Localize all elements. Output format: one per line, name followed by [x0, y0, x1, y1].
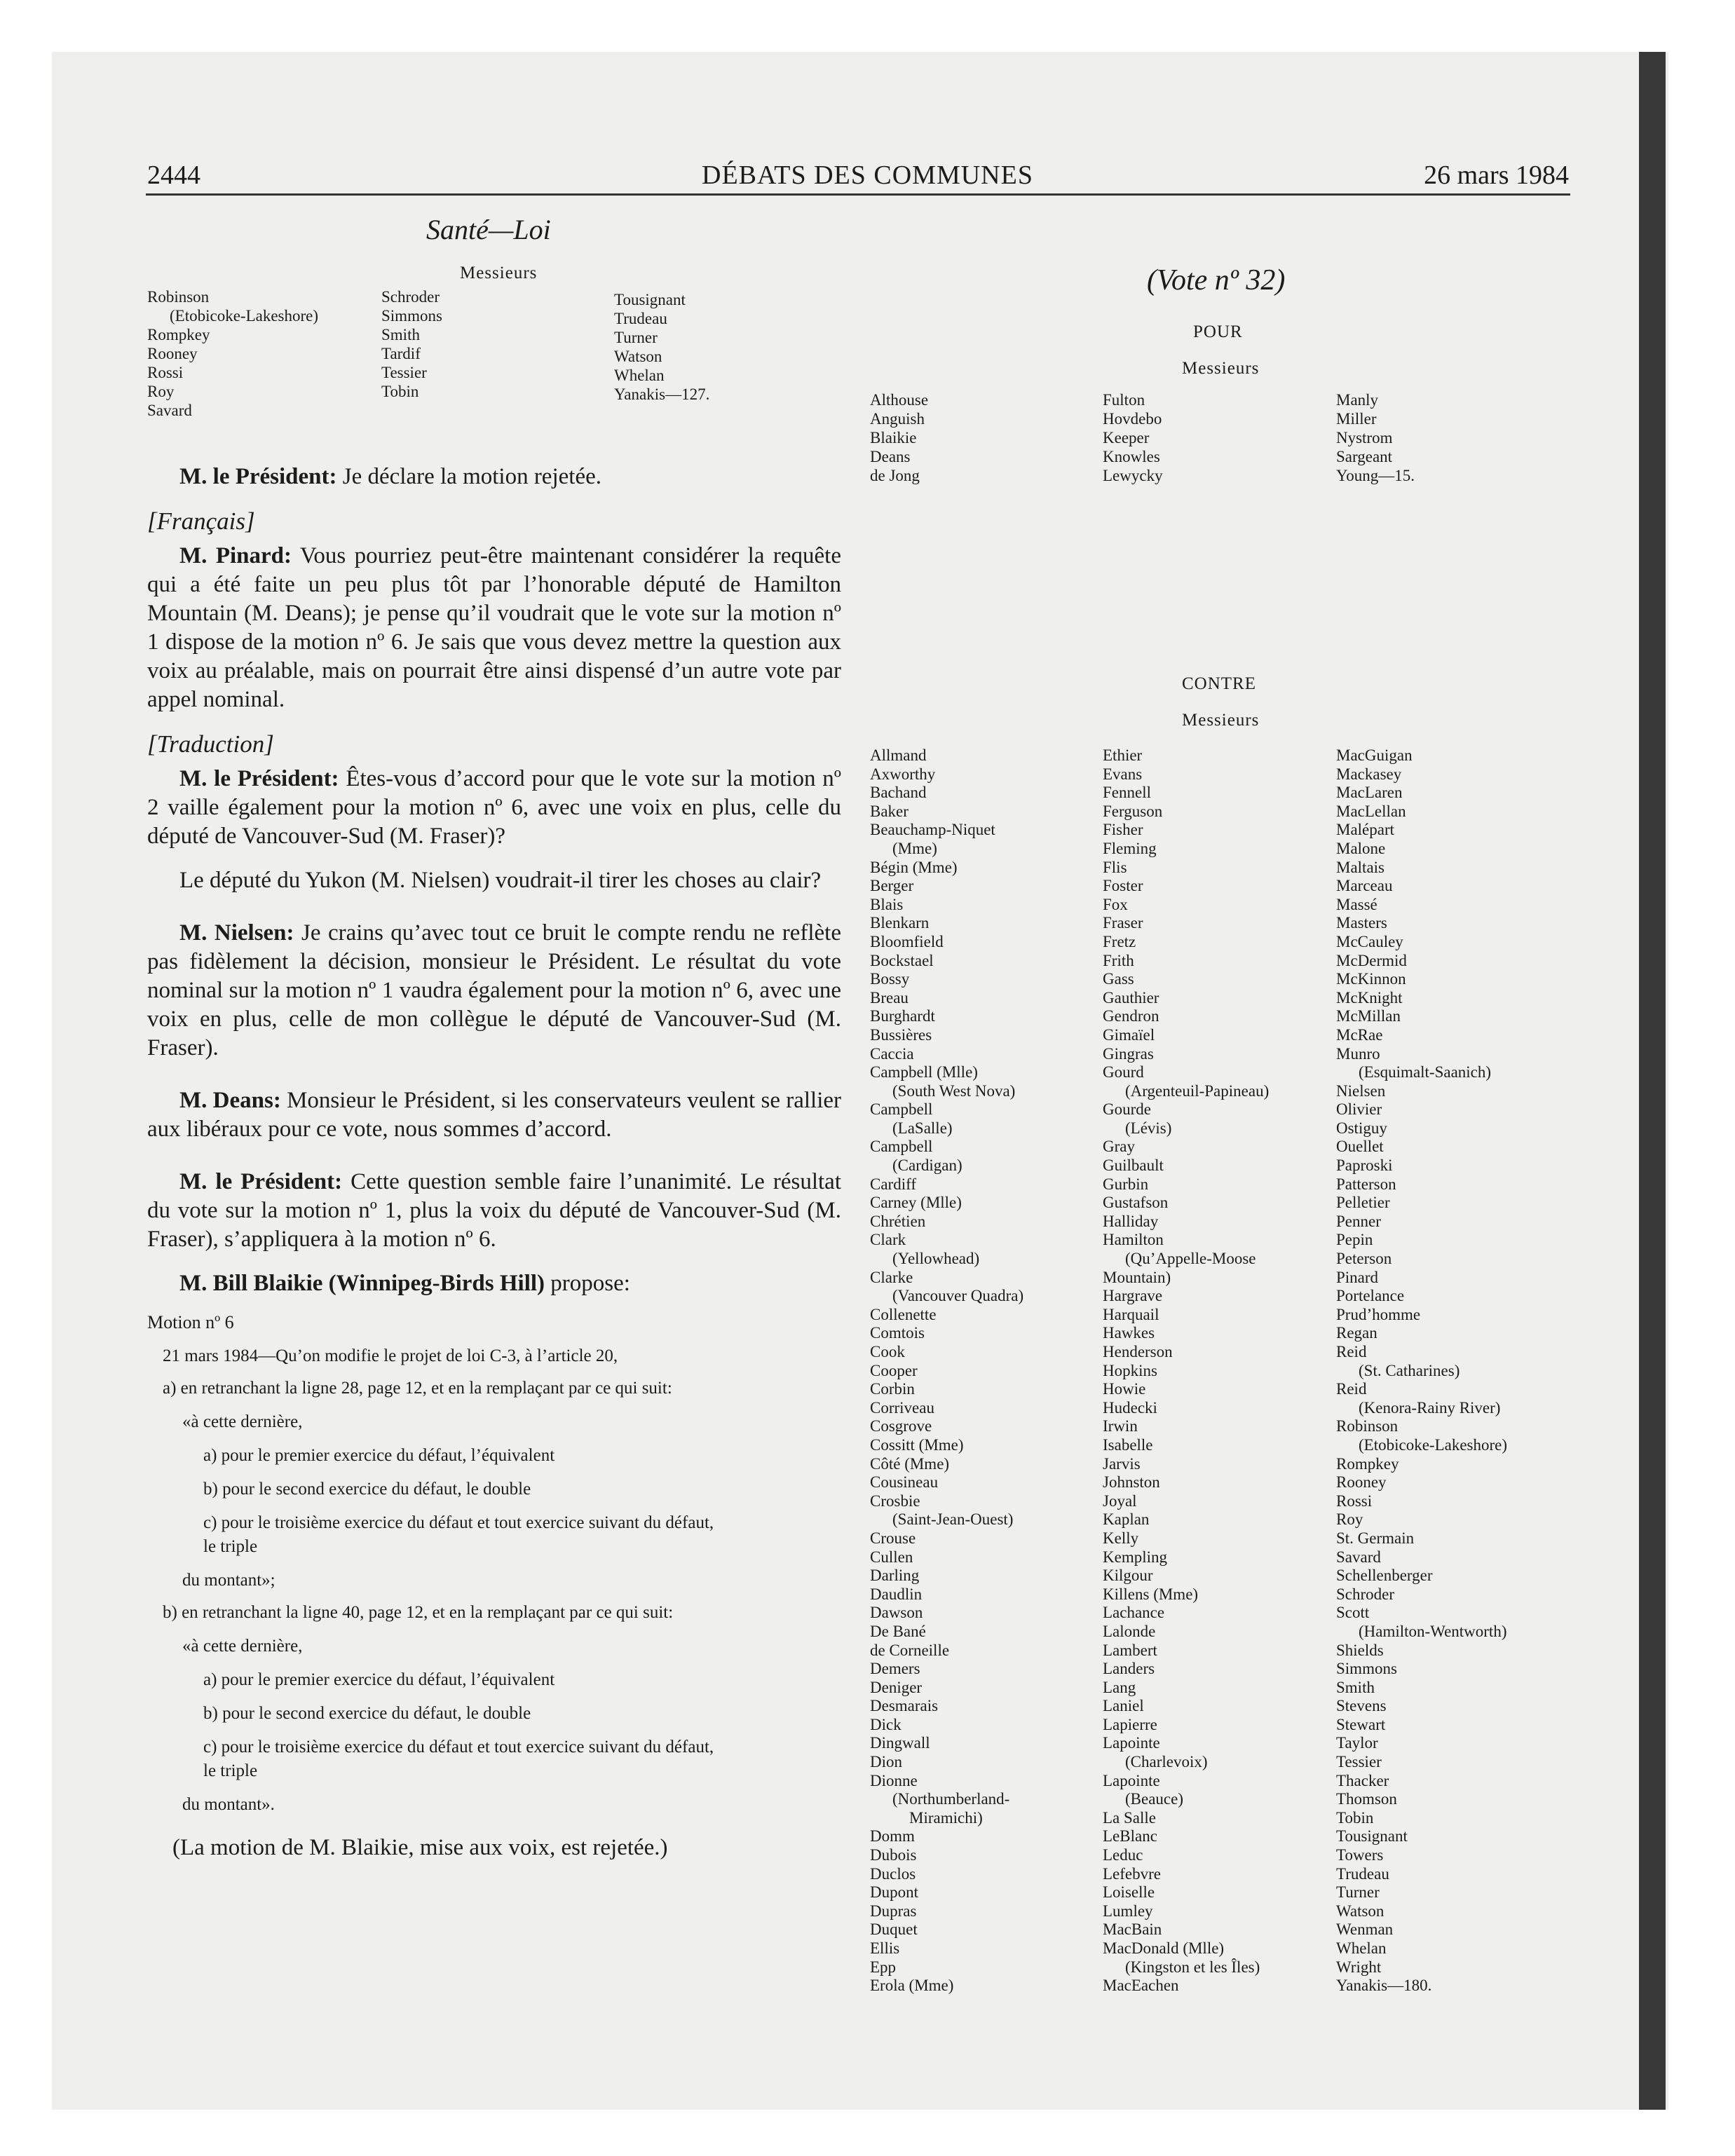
- member-name: Mackasey: [1336, 765, 1402, 783]
- member-name: Cosgrove: [870, 1417, 932, 1435]
- member-name: (Qu’Appelle-Moose: [1125, 1250, 1256, 1268]
- member-name: Killens (Mme): [1103, 1585, 1199, 1603]
- paragraph-nielsen: M. Nielsen: Je crains qu’avec tout ce bruit le compte rendu ne reflète pas fidèlement la décision, monsieur le Président. Le résultat du vote nominal sur la motion nº 1 vaudra également pour la motion nº 6, avec une voix en plus, celle de mon collègue le député de Vancouver-Sud (M. Fraser).: [147, 920, 842, 1060]
- member-name: Althouse: [870, 391, 929, 409]
- member-name: McDermid: [1336, 951, 1407, 969]
- member-name: Ouellet: [1336, 1138, 1384, 1156]
- member-name: Yanakis—127.: [614, 386, 710, 403]
- member-name: Smith: [1336, 1678, 1375, 1696]
- member-name: Bégin (Mme): [870, 858, 958, 876]
- member-name: Baker: [870, 802, 909, 820]
- member-name: Bachand: [870, 784, 927, 802]
- member-name: Robinson: [147, 288, 210, 306]
- member-name: Schellenberger: [1336, 1567, 1433, 1585]
- member-name: Dupont: [870, 1883, 918, 1902]
- member-name: Domm: [870, 1827, 915, 1845]
- motion-line: b) pour le second exercice du défaut, le double: [203, 1704, 531, 1723]
- member-name: Simmons: [381, 307, 442, 325]
- member-name: (Mme): [892, 839, 937, 857]
- member-name: Demers: [870, 1660, 920, 1678]
- member-name: Corbin: [870, 1380, 915, 1398]
- member-name: Corriveau: [870, 1398, 934, 1417]
- member-name: Comtois: [870, 1324, 925, 1342]
- paragraph-pinard: M. Pinard: Vous pourriez peut-être maintenant considérer la requête qui a été faite un peu plus tôt par l’honorable député de Hamilton Mountain (M. Deans); je pense qu’il voudrait que le vote sur la motion nº 1 dispose de la motion nº 6. Je sais que vous devez mettre la question aux voix au préalable, mais on pourrait être ainsi dispensé d’un autre vote par appel nominal.: [147, 543, 841, 712]
- motion-line: du montant»;: [182, 1571, 275, 1590]
- member-name: Bloomfield: [870, 932, 944, 950]
- member-name: de Jong: [870, 467, 920, 484]
- member-name: Maltais: [1336, 858, 1384, 876]
- member-name: Dubois: [870, 1846, 917, 1864]
- member-name: Leduc: [1103, 1846, 1143, 1864]
- member-name: Tessier: [381, 364, 427, 381]
- member-name: (Etobicoke-Lakeshore): [1359, 1435, 1508, 1454]
- speaker: M. le Président:: [179, 1169, 343, 1194]
- member-name: (Charlevoix): [1125, 1753, 1208, 1771]
- member-name: Stevens: [1336, 1697, 1387, 1715]
- pour-col-1: [870, 390, 928, 485]
- member-name: Harquail: [1103, 1305, 1159, 1323]
- member-name: Hopkins: [1103, 1361, 1157, 1379]
- member-name: Schroder: [1336, 1585, 1395, 1603]
- member-name: Gass: [1103, 970, 1134, 988]
- member-name: Cook: [870, 1343, 905, 1360]
- member-name: Johnston: [1103, 1473, 1160, 1492]
- member-name: MacLaren: [1336, 784, 1403, 802]
- member-name: Cooper: [870, 1361, 918, 1379]
- member-name: Trudeau: [614, 310, 667, 327]
- speaker: M. le Président:: [179, 464, 337, 489]
- member-name: Fisher: [1103, 821, 1143, 839]
- member-name: La Salle: [1103, 1808, 1156, 1827]
- left-vote-col-2: [381, 287, 442, 401]
- member-name: Stewart: [1336, 1715, 1386, 1733]
- member-name: Miramichi): [909, 1808, 983, 1827]
- member-name: Tardif: [381, 345, 421, 362]
- member-name: Whelan: [1336, 1939, 1387, 1957]
- motion-line: a) pour le premier exercice du défaut, l’équivalent: [203, 1670, 555, 1689]
- member-name: Turner: [614, 329, 658, 346]
- member-name: Blais: [870, 895, 904, 913]
- member-name: Rooney: [1336, 1473, 1387, 1492]
- member-name: Lapointe: [1103, 1771, 1160, 1789]
- member-name: Watson: [614, 348, 662, 365]
- member-name: Thomson: [1336, 1790, 1397, 1808]
- member-name: Reid: [1336, 1380, 1367, 1398]
- closing-line: (La motion de M. Blaikie, mise aux voix, est rejetée.): [172, 1835, 668, 1860]
- paragraph-blaikie: M. Bill Blaikie (Winnipeg-Birds Hill) propose:: [179, 1271, 630, 1296]
- member-name: Lachance: [1103, 1604, 1165, 1622]
- member-name: Whelan: [614, 367, 665, 384]
- member-name: Fraser: [1103, 914, 1143, 932]
- member-name: Allmand: [870, 746, 927, 764]
- member-name: Savard: [147, 402, 192, 419]
- member-name: (Esquimalt-Saanich): [1359, 1063, 1492, 1082]
- member-name: Olivier: [1336, 1100, 1382, 1119]
- member-name: Carney (Mlle): [870, 1194, 962, 1212]
- member-name: Savard: [1336, 1548, 1381, 1566]
- member-name: Tessier: [1336, 1753, 1382, 1771]
- member-name: (Hamilton-Wentworth): [1359, 1622, 1507, 1640]
- member-name: Crouse: [870, 1529, 916, 1547]
- member-name: Smith: [381, 326, 420, 343]
- member-name: (Saint-Jean-Ouest): [892, 1510, 1014, 1529]
- member-name: Evans: [1103, 765, 1143, 783]
- member-name: Breau: [870, 988, 909, 1007]
- member-name: Fretz: [1103, 932, 1136, 950]
- member-name: Axworthy: [870, 765, 936, 783]
- member-name: (Etobicoke-Lakeshore): [170, 307, 319, 325]
- member-name: Clarke: [870, 1268, 913, 1286]
- speaker: M. Pinard:: [179, 543, 292, 568]
- member-name: Dupras: [870, 1902, 917, 1920]
- language-marker: [Français]: [147, 507, 255, 535]
- member-name: Frith: [1103, 951, 1134, 969]
- member-name: Blenkarn: [870, 914, 930, 932]
- member-name: (Kenora-Rainy River): [1359, 1398, 1501, 1417]
- pour-label: POUR: [1193, 322, 1243, 341]
- member-name: Fox: [1103, 895, 1128, 913]
- member-name: Gourd: [1103, 1063, 1144, 1082]
- paragraph-president-1: M. le Président: Je déclare la motion rejetée.: [179, 464, 601, 489]
- motion-line: b) pour le second exercice du défaut, le double: [203, 1480, 531, 1499]
- member-name: Regan: [1336, 1324, 1377, 1342]
- member-name: McCauley: [1336, 932, 1403, 950]
- member-name: Kaplan: [1103, 1510, 1150, 1529]
- member-name: Deniger: [870, 1678, 923, 1696]
- motion-line: 21 mars 1984—Qu’on modifie le projet de loi C-3, à l’article 20,: [163, 1346, 618, 1365]
- member-name: Lumley: [1103, 1902, 1153, 1920]
- member-name: McMillan: [1336, 1007, 1401, 1025]
- member-name: Ferguson: [1103, 802, 1163, 820]
- contre-col-1: [870, 746, 1023, 1995]
- member-name: Kelly: [1103, 1529, 1139, 1547]
- member-name: Gurbin: [1103, 1175, 1149, 1193]
- member-name: Nystrom: [1336, 429, 1393, 446]
- member-name: Anguish: [870, 410, 925, 428]
- member-name: Lapierre: [1103, 1715, 1157, 1733]
- member-name: Laniel: [1103, 1697, 1144, 1715]
- member-name: Ostiguy: [1336, 1119, 1387, 1137]
- member-name: Bossy: [870, 970, 910, 988]
- member-name: Hawkes: [1103, 1324, 1155, 1342]
- member-name: (Kingston et les Îles): [1125, 1958, 1260, 1976]
- member-name: Beauchamp-Niquet: [870, 821, 995, 839]
- paragraph-president-2: M. le Président: Êtes-vous d’accord pour que le vote sur la motion nº 2 vaille également pour la motion nº 6, avec une voix en plus, celle du député de Vancouver-Sud (M. Fraser)?: [147, 766, 842, 849]
- member-name: McRae: [1336, 1025, 1383, 1044]
- member-name: Tousignant: [1336, 1827, 1408, 1845]
- member-name: (Cardigan): [892, 1157, 962, 1175]
- member-name: Tobin: [381, 383, 419, 400]
- member-name: Patterson: [1336, 1175, 1396, 1193]
- contre-col-3: [1336, 746, 1507, 1995]
- member-name: Pepin: [1336, 1231, 1373, 1249]
- member-name: Lewycky: [1103, 467, 1163, 484]
- member-name: Yanakis—180.: [1336, 1977, 1432, 1995]
- member-name: (South West Nova): [892, 1082, 1016, 1100]
- member-name: Simmons: [1336, 1660, 1397, 1678]
- member-name: Dion: [870, 1753, 902, 1771]
- member-name: MacEachen: [1103, 1977, 1179, 1995]
- member-name: (St. Catharines): [1359, 1361, 1460, 1379]
- member-name: Rossi: [1336, 1492, 1373, 1510]
- member-name: Reid: [1336, 1343, 1367, 1360]
- member-name: Fennell: [1103, 784, 1151, 802]
- contre-label: CONTRE: [1182, 674, 1256, 693]
- member-name: Lang: [1103, 1678, 1136, 1696]
- member-name: Lapointe: [1103, 1734, 1160, 1752]
- member-name: Chrétien: [870, 1212, 926, 1230]
- member-name: Flis: [1103, 858, 1127, 876]
- motion-line: du montant».: [182, 1795, 275, 1814]
- member-name: Lambert: [1103, 1641, 1157, 1659]
- member-name: De Bané: [870, 1622, 926, 1640]
- member-name: MacBain: [1103, 1920, 1162, 1939]
- member-name: Lalonde: [1103, 1622, 1156, 1640]
- member-name: Fleming: [1103, 839, 1157, 857]
- running-title: DÉBATS DES COMMUNES: [702, 161, 1033, 190]
- motion-line: «à cette dernière,: [182, 1412, 303, 1431]
- member-name: Blaikie: [870, 429, 917, 446]
- member-name: Peterson: [1336, 1250, 1392, 1268]
- member-name: Knowles: [1103, 448, 1160, 465]
- member-name: Marceau: [1336, 877, 1393, 895]
- member-name: Dick: [870, 1715, 901, 1733]
- member-name: Gauthier: [1103, 988, 1159, 1007]
- member-name: MacDonald (Mlle): [1103, 1939, 1225, 1957]
- member-name: Crosbie: [870, 1492, 920, 1510]
- member-name: Tousignant: [614, 291, 686, 308]
- member-name: Gray: [1103, 1138, 1135, 1156]
- pour-col-2: [1103, 390, 1163, 485]
- member-name: Ellis: [870, 1939, 900, 1957]
- motion-line: c) pour le troisième exercice du défaut et tout exercice suivant du défaut,: [203, 1513, 714, 1532]
- language-marker: [Traduction]: [147, 730, 274, 758]
- section-title: Santé—Loi: [426, 214, 551, 245]
- member-name: Hovdebo: [1103, 410, 1162, 428]
- left-vote-col-1: [147, 287, 318, 420]
- member-name: Guilbault: [1103, 1157, 1164, 1175]
- member-name: Miller: [1336, 410, 1377, 428]
- member-name: Shields: [1336, 1641, 1384, 1659]
- member-name: Nielsen: [1336, 1082, 1386, 1100]
- member-name: Campbell (Mlle): [870, 1063, 978, 1082]
- member-name: Halliday: [1103, 1212, 1159, 1230]
- motion-line: a) en retranchant la ligne 28, page 12, et en la remplaçant par ce qui suit:: [163, 1379, 672, 1398]
- member-name: Pinard: [1336, 1268, 1379, 1286]
- member-name: Duquet: [870, 1920, 918, 1939]
- member-name: Scott: [1336, 1604, 1370, 1622]
- member-name: Hargrave: [1103, 1287, 1163, 1305]
- speaker: M. Deans:: [179, 1088, 281, 1113]
- member-name: Jarvis: [1103, 1454, 1141, 1473]
- header-rule: [146, 193, 1570, 196]
- member-name: Dingwall: [870, 1734, 930, 1752]
- member-name: (Vancouver Quadra): [892, 1287, 1024, 1305]
- member-name: Deans: [870, 448, 911, 465]
- member-name: Foster: [1103, 877, 1143, 895]
- member-name: Malone: [1336, 839, 1386, 857]
- motion-title: Motion nº 6: [147, 1312, 234, 1332]
- pour-col-3: [1336, 390, 1415, 485]
- member-name: Robinson: [1336, 1417, 1399, 1435]
- member-name: Bockstael: [870, 951, 934, 969]
- member-name: Clark: [870, 1231, 906, 1249]
- member-name: Roy: [1336, 1510, 1363, 1529]
- contre-col-2: [1103, 746, 1269, 1995]
- member-name: Rompkey: [1336, 1454, 1399, 1473]
- member-name: Penner: [1336, 1212, 1381, 1230]
- member-name: Trudeau: [1336, 1864, 1389, 1883]
- member-name: Schroder: [381, 288, 440, 306]
- member-name: Gendron: [1103, 1007, 1159, 1025]
- motion-line: c) pour le troisième exercice du défaut et tout exercice suivant du défaut,: [203, 1738, 714, 1756]
- member-name: Young—15.: [1336, 467, 1415, 484]
- member-name: Kilgour: [1103, 1567, 1153, 1585]
- member-name: Campbell: [870, 1138, 933, 1156]
- member-name: Rompkey: [147, 326, 210, 343]
- member-name: Rossi: [147, 364, 184, 381]
- member-name: Ethier: [1103, 746, 1143, 764]
- member-name: Berger: [870, 877, 914, 895]
- member-name: McKnight: [1336, 988, 1403, 1007]
- member-name: Duclos: [870, 1864, 916, 1883]
- member-name: Collenette: [870, 1305, 937, 1323]
- paragraph-deans: M. Deans: Monsieur le Président, si les conservateurs veulent se rallier aux libéraux pour ce vote, nous sommes d’accord.: [147, 1088, 842, 1142]
- member-name: Paproski: [1336, 1157, 1393, 1175]
- member-name: MacGuigan: [1336, 746, 1413, 764]
- member-name: Joyal: [1103, 1492, 1137, 1510]
- member-name: Watson: [1336, 1902, 1384, 1920]
- member-name: Côté (Mme): [870, 1454, 950, 1473]
- speaker: M. le Président:: [179, 766, 339, 791]
- scan-edge: [1639, 52, 1666, 2110]
- member-name: Kempling: [1103, 1548, 1167, 1566]
- member-name: Daudlin: [870, 1585, 923, 1603]
- member-name: Malépart: [1336, 821, 1395, 839]
- member-name: Erola (Mme): [870, 1977, 954, 1995]
- member-name: Munro: [1336, 1044, 1380, 1063]
- pour-messieurs-label: Messieurs: [1182, 359, 1260, 378]
- member-name: Cardiff: [870, 1175, 917, 1193]
- member-name: St. Germain: [1336, 1529, 1415, 1547]
- member-name: (LaSalle): [892, 1119, 953, 1137]
- member-name: Hudecki: [1103, 1398, 1157, 1417]
- member-name: Keeper: [1103, 429, 1150, 446]
- member-name: Lefebvre: [1103, 1864, 1161, 1883]
- member-name: Massé: [1336, 895, 1377, 913]
- member-name: Roy: [147, 383, 175, 400]
- page-number: 2444: [147, 161, 200, 190]
- member-name: Fulton: [1103, 391, 1145, 409]
- motion-line: le triple: [203, 1537, 258, 1556]
- member-name: Hamilton: [1103, 1231, 1164, 1249]
- page-date: 26 mars 1984: [1424, 161, 1569, 190]
- member-name: Burghardt: [870, 1007, 935, 1025]
- member-name: Landers: [1103, 1660, 1155, 1678]
- member-name: (Northumberland-: [892, 1790, 1010, 1808]
- member-name: Caccia: [870, 1044, 914, 1063]
- member-name: MacLellan: [1336, 802, 1406, 820]
- member-name: Manly: [1336, 391, 1379, 409]
- member-name: Loiselle: [1103, 1883, 1155, 1902]
- member-name: Tobin: [1336, 1808, 1374, 1827]
- speaker: M. Nielsen:: [179, 920, 294, 946]
- member-name: de Corneille: [870, 1641, 950, 1659]
- member-name: Gourde: [1103, 1100, 1151, 1119]
- motion-line: b) en retranchant la ligne 40, page 12, et en la remplaçant par ce qui suit:: [163, 1603, 674, 1622]
- member-name: Epp: [870, 1958, 897, 1976]
- motion-line: a) pour le premier exercice du défaut, l’équivalent: [203, 1446, 555, 1465]
- member-name: Bussières: [870, 1025, 932, 1044]
- motion-line: «à cette dernière,: [182, 1637, 303, 1656]
- member-name: Isabelle: [1103, 1435, 1153, 1454]
- member-name: Mountain): [1103, 1268, 1171, 1286]
- member-name: (Lévis): [1125, 1119, 1172, 1137]
- member-name: (Beauce): [1125, 1790, 1183, 1808]
- member-name: Masters: [1336, 914, 1387, 932]
- member-name: Cousineau: [870, 1473, 939, 1492]
- member-name: Wright: [1336, 1958, 1382, 1976]
- member-name: Gustafson: [1103, 1194, 1169, 1212]
- member-name: (Argenteuil-Papineau): [1125, 1082, 1270, 1100]
- member-name: Gimaïel: [1103, 1025, 1155, 1044]
- member-name: Irwin: [1103, 1417, 1138, 1435]
- member-name: Sargeant: [1336, 448, 1393, 465]
- member-name: Darling: [870, 1567, 920, 1585]
- member-name: Campbell: [870, 1100, 933, 1119]
- messieurs-label: Messieurs: [460, 264, 538, 282]
- paragraph-question: Le député du Yukon (M. Nielsen) voudrait-il tirer les choses au clair?: [179, 868, 822, 893]
- member-name: Howie: [1103, 1380, 1146, 1398]
- member-name: Henderson: [1103, 1343, 1173, 1360]
- member-name: Thacker: [1336, 1771, 1389, 1789]
- motion-line: le triple: [203, 1761, 258, 1780]
- member-name: Desmarais: [870, 1697, 939, 1715]
- member-name: Turner: [1336, 1883, 1380, 1902]
- contre-messieurs-label: Messieurs: [1182, 711, 1260, 730]
- member-name: Dawson: [870, 1604, 923, 1622]
- debate-text: [147, 463, 841, 1862]
- member-name: McKinnon: [1336, 970, 1406, 988]
- member-name: Dionne: [870, 1771, 918, 1789]
- member-name: Taylor: [1336, 1734, 1378, 1752]
- member-name: Pelletier: [1336, 1194, 1390, 1212]
- paragraph-president-3: M. le Président: Cette question semble faire l’unanimité. Le résultat du vote sur la motion nº 1, plus la voix du député de Vancouver-Sud (M. Fraser), s’appliquera à la motion nº 6.: [147, 1169, 841, 1252]
- member-name: LeBlanc: [1103, 1827, 1157, 1845]
- member-name: Gingras: [1103, 1044, 1154, 1063]
- left-vote-col-3: [614, 290, 709, 404]
- member-name: Towers: [1336, 1846, 1384, 1864]
- member-name: Prud’homme: [1336, 1305, 1421, 1323]
- member-name: Rooney: [147, 345, 198, 362]
- speaker: M. Bill Blaikie (Winnipeg-Birds Hill): [179, 1271, 545, 1296]
- member-name: Portelance: [1336, 1287, 1405, 1305]
- vote-title: (Vote nº 32): [1147, 264, 1286, 296]
- member-name: Cossitt (Mme): [870, 1435, 964, 1454]
- member-name: Cullen: [870, 1548, 913, 1566]
- member-name: (Yellowhead): [892, 1250, 980, 1268]
- member-name: Wenman: [1336, 1920, 1394, 1939]
